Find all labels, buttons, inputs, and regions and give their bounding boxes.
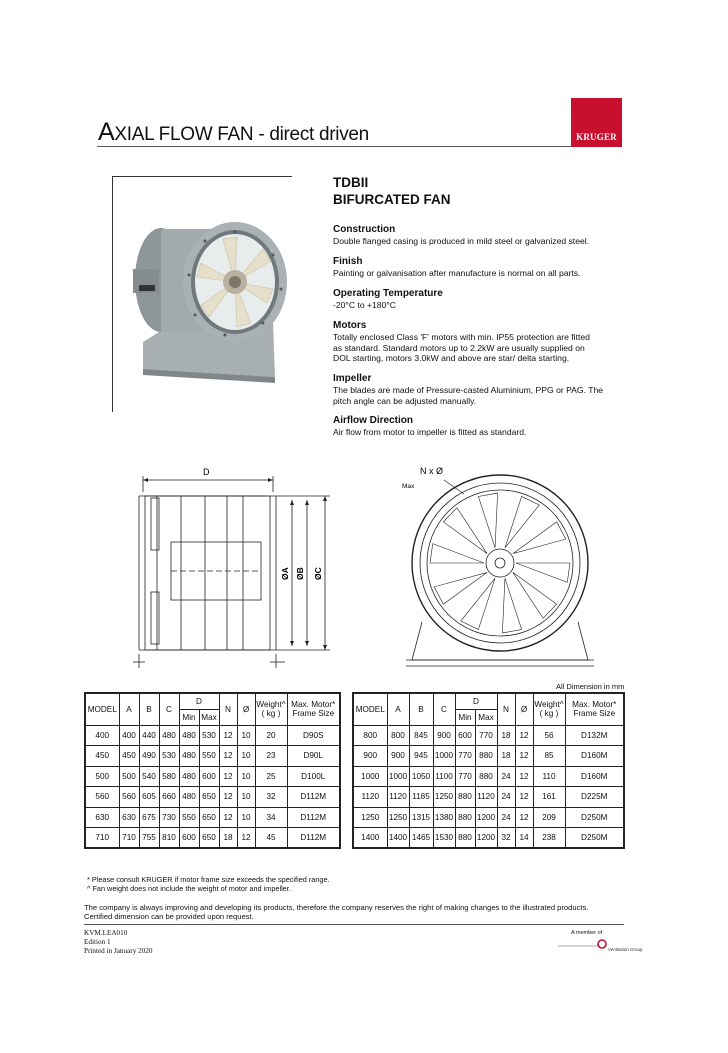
page-title — [98, 118, 369, 147]
table-cell: 480 — [179, 787, 199, 808]
table-cell: 945 — [409, 746, 433, 767]
table-cell: 480 — [179, 725, 199, 746]
table-cell: 85 — [533, 746, 565, 767]
table-cell: 24 — [497, 766, 515, 787]
table-cell: 12 — [219, 787, 237, 808]
table-cell: 209 — [533, 807, 565, 828]
table-cell: 880 — [455, 828, 475, 849]
table-row — [353, 725, 624, 746]
th-motor-label: Max. Motor* — [291, 700, 336, 710]
model-cell: 400 — [85, 725, 119, 746]
section-heading-finish: Finish — [333, 256, 363, 267]
section-line: Totally enclosed Class 'F' motors with min. IP55 protection are fitted — [333, 332, 590, 342]
model-cell: 560 — [85, 787, 119, 808]
table-cell: D225M — [565, 787, 624, 808]
label-c: ØC — [313, 567, 323, 580]
table-row — [353, 807, 624, 828]
model-cell: 1000 — [353, 766, 387, 787]
section-heading-construction: Construction — [333, 224, 396, 235]
table-cell: 650 — [199, 828, 219, 849]
table-cell: 1315 — [409, 807, 433, 828]
table-cell: 18 — [497, 725, 515, 746]
th-d: D — [179, 693, 219, 709]
th-n: N — [219, 693, 237, 725]
table-cell: 710 — [119, 828, 139, 849]
footnote-weight: ^ Fan weight does not include the weight of motor and impeller. — [87, 884, 291, 893]
group-logo — [556, 937, 643, 955]
section-line: Air flow from motor to impeller is fitted as standard. — [333, 427, 527, 437]
section-text-motors — [333, 332, 623, 364]
front-view-drawing — [392, 460, 610, 672]
th-weight — [255, 693, 287, 725]
table-cell: 810 — [159, 828, 179, 849]
table-cell: 450 — [119, 746, 139, 767]
table-cell: 880 — [455, 787, 475, 808]
table-cell: 18 — [219, 828, 237, 849]
th-dia: Ø — [515, 693, 533, 725]
label-max: Max — [402, 483, 415, 490]
table-cell: 20 — [255, 725, 287, 746]
table-row — [353, 766, 624, 787]
footnote-motor: * Please consult KRUGER if motor frame size exceeds the specified range. — [87, 875, 330, 884]
table-cell: 660 — [159, 787, 179, 808]
spec-table-right — [352, 692, 625, 849]
table-cell: D90S — [287, 725, 340, 746]
table-cell: 12 — [219, 746, 237, 767]
th-motor — [565, 693, 624, 725]
disclaimer-line-2: Certified dimension can be provided upon request. — [84, 912, 254, 921]
table-cell: 650 — [199, 807, 219, 828]
table-left-body — [85, 725, 340, 848]
table-cell: 755 — [139, 828, 159, 849]
table-cell: 1530 — [433, 828, 455, 849]
model-cell: 1120 — [353, 787, 387, 808]
table-cell: 630 — [119, 807, 139, 828]
section-line: -20°C to +180°C — [333, 300, 397, 310]
section-line: Double flanged casing is produced in mild steel or galvanized steel. — [333, 236, 590, 246]
product-name: BIFURCATED FAN — [333, 192, 451, 207]
model-cell: 1250 — [353, 807, 387, 828]
table-cell: 34 — [255, 807, 287, 828]
side-view-drawing — [125, 462, 340, 672]
table-cell: D90L — [287, 746, 340, 767]
label-a: ØA — [280, 567, 290, 580]
side-view-svg — [125, 462, 340, 672]
table-cell: 23 — [255, 746, 287, 767]
table-cell: 238 — [533, 828, 565, 849]
section-line: DOL starting, motors 3.0kW and above are star/ delta starting. — [333, 353, 570, 364]
table-cell: 600 — [179, 828, 199, 849]
table-cell: 530 — [159, 746, 179, 767]
table-cell: 480 — [179, 766, 199, 787]
table-cell: 12 — [515, 787, 533, 808]
table-cell: 1380 — [433, 807, 455, 828]
doc-printed: Printed in January 2020 — [84, 947, 153, 955]
th-d-max: Max — [199, 709, 219, 725]
table-cell: 1050 — [409, 766, 433, 787]
section-heading-airflow: Airflow Direction — [333, 415, 414, 426]
fan-photo-illustration — [113, 177, 293, 413]
footer-divider — [84, 924, 624, 925]
table-cell: 1200 — [475, 807, 497, 828]
table-right-body — [353, 725, 624, 848]
table-cell: 1250 — [387, 807, 409, 828]
label-b: ØB — [295, 567, 305, 580]
brand-text: KRUGER — [576, 132, 617, 142]
table-cell: 440 — [139, 725, 159, 746]
table-cell: 10 — [237, 807, 255, 828]
th-d-min: Min — [455, 709, 475, 725]
model-cell: 1400 — [353, 828, 387, 849]
table-cell: 110 — [533, 766, 565, 787]
section-heading-motors: Motors — [333, 320, 367, 331]
th-a: A — [119, 693, 139, 725]
table-cell: D112M — [287, 787, 340, 808]
table-cell: 10 — [237, 766, 255, 787]
table-cell: 161 — [533, 787, 565, 808]
table-cell: 500 — [119, 766, 139, 787]
table-cell: 12 — [515, 807, 533, 828]
table-cell: 650 — [199, 787, 219, 808]
table-cell: 32 — [497, 828, 515, 849]
table-cell: 1100 — [433, 766, 455, 787]
group-name: Ventilation Group — [608, 947, 643, 952]
th-a: A — [387, 693, 409, 725]
th-c: C — [433, 693, 455, 725]
table-cell: 24 — [497, 787, 515, 808]
table-row — [85, 725, 340, 746]
th-weight-unit: ( kg ) — [261, 709, 281, 719]
th-b: B — [409, 693, 433, 725]
th-d-min: Min — [179, 709, 199, 725]
section-text-airflow — [333, 427, 623, 438]
table-cell: 24 — [497, 807, 515, 828]
th-b: B — [139, 693, 159, 725]
model-cell: 900 — [353, 746, 387, 767]
label-nxdia: N x Ø — [420, 466, 444, 476]
th-weight — [533, 693, 565, 725]
section-text-construction — [333, 236, 623, 247]
table-row — [353, 746, 624, 767]
table-cell: 1400 — [387, 828, 409, 849]
table-cell: 1465 — [409, 828, 433, 849]
table-cell: 12 — [219, 766, 237, 787]
doc-edition: Edition 1 — [84, 938, 111, 946]
table-row — [85, 807, 340, 828]
table-cell: 45 — [255, 828, 287, 849]
table-cell: 1000 — [433, 746, 455, 767]
table-row — [85, 787, 340, 808]
table-cell: 770 — [455, 766, 475, 787]
table-cell: 550 — [199, 746, 219, 767]
front-view-svg — [392, 460, 610, 672]
table-cell: 800 — [387, 725, 409, 746]
table-cell: 560 — [119, 787, 139, 808]
th-model: MODEL — [353, 693, 387, 725]
group-logo-svg — [556, 937, 643, 955]
member-label: A member of — [571, 930, 603, 936]
section-text-finish — [333, 268, 623, 279]
doc-code: KVM.LEA010 — [84, 929, 128, 937]
section-text-temperature — [333, 300, 623, 311]
table-cell: D112M — [287, 828, 340, 849]
th-d: D — [455, 693, 497, 709]
table-cell: 845 — [409, 725, 433, 746]
table-cell: 12 — [237, 828, 255, 849]
table-cell: 10 — [237, 725, 255, 746]
table-cell: 1120 — [387, 787, 409, 808]
table-cell: 1185 — [409, 787, 433, 808]
th-model: MODEL — [85, 693, 119, 725]
table-cell: 770 — [455, 746, 475, 767]
model-cell: 630 — [85, 807, 119, 828]
table-cell: 1200 — [475, 828, 497, 849]
table-cell: D160M — [565, 766, 624, 787]
table-cell: 600 — [455, 725, 475, 746]
table-cell: 530 — [199, 725, 219, 746]
section-heading-temperature: Operating Temperature — [333, 288, 443, 299]
section-line: as standard. Standard motors up to 2.2kW are usually supplied on — [333, 342, 585, 353]
table-cell: 10 — [237, 746, 255, 767]
section-line: pitch angle can be adjusted manually. — [333, 395, 477, 406]
table-cell: 10 — [237, 787, 255, 808]
table-cell: 400 — [119, 725, 139, 746]
table-row — [353, 787, 624, 808]
header-divider — [97, 146, 622, 147]
table-cell: 12 — [515, 766, 533, 787]
table-cell: 900 — [387, 746, 409, 767]
th-dia: Ø — [237, 693, 255, 725]
title-rest: XIAL FLOW FAN - direct driven — [114, 124, 369, 145]
table-cell: D250M — [565, 828, 624, 849]
table-cell: 12 — [219, 725, 237, 746]
table-cell: 14 — [515, 828, 533, 849]
th-n: N — [497, 693, 515, 725]
table-cell: 675 — [139, 807, 159, 828]
th-weight-label: Weight^ — [534, 700, 564, 710]
table-cell: 880 — [455, 807, 475, 828]
th-motor-label2: Frame Size — [292, 709, 335, 719]
table-cell: 1250 — [433, 787, 455, 808]
table-cell: 1120 — [475, 787, 497, 808]
kruger-logo — [571, 98, 622, 147]
table-cell: D132M — [565, 725, 624, 746]
table-row — [85, 766, 340, 787]
table-cell: 18 — [497, 746, 515, 767]
th-motor-label: Max. Motor* — [572, 700, 617, 710]
table-cell: 480 — [159, 725, 179, 746]
model-cell: 500 — [85, 766, 119, 787]
label-d: D — [203, 467, 210, 477]
table-cell: 550 — [179, 807, 199, 828]
table-cell: 600 — [199, 766, 219, 787]
table-cell: D112M — [287, 807, 340, 828]
table-cell: 480 — [179, 746, 199, 767]
table-cell: 770 — [475, 725, 497, 746]
table-cell: 605 — [139, 787, 159, 808]
table-cell: 25 — [255, 766, 287, 787]
table-cell: 540 — [139, 766, 159, 787]
table-cell: D100L — [287, 766, 340, 787]
th-motor-label2: Frame Size — [573, 709, 616, 719]
table-cell: D160M — [565, 746, 624, 767]
table-row — [353, 828, 624, 849]
table-cell: 56 — [533, 725, 565, 746]
disclaimer-line-1: The company is always improving and developing its products, therefore the company reserves the right of making changes to the illustrated products. — [84, 903, 589, 912]
th-d-max: Max — [475, 709, 497, 725]
table-cell: 490 — [139, 746, 159, 767]
table-cell: 880 — [475, 766, 497, 787]
table-cell: 900 — [433, 725, 455, 746]
fan-photo — [112, 176, 292, 412]
dimension-note: All Dimension in mm — [556, 682, 625, 691]
product-code: TDBII — [333, 175, 369, 190]
section-line: Painting or galvanisation after manufacture is normal on all parts. — [333, 268, 581, 278]
table-cell: 12 — [515, 746, 533, 767]
table-cell: 730 — [159, 807, 179, 828]
table-cell: 32 — [255, 787, 287, 808]
section-heading-impeller: Impeller — [333, 373, 372, 384]
model-cell: 450 — [85, 746, 119, 767]
title-initial: A — [98, 118, 115, 146]
th-weight-unit: ( kg ) — [539, 709, 559, 719]
section-text-impeller — [333, 385, 623, 406]
model-cell: 800 — [353, 725, 387, 746]
table-cell: 1000 — [387, 766, 409, 787]
spec-table-left — [84, 692, 341, 849]
th-c: C — [159, 693, 179, 725]
table-row — [85, 828, 340, 849]
th-weight-label: Weight^ — [256, 700, 286, 710]
table-row — [85, 746, 340, 767]
section-line: The blades are made of Pressure-casted Aluminium, PPG or PAG. The — [333, 385, 604, 395]
th-motor — [287, 693, 340, 725]
model-cell: 710 — [85, 828, 119, 849]
table-cell: 12 — [515, 725, 533, 746]
table-cell: 580 — [159, 766, 179, 787]
table-cell: 12 — [219, 807, 237, 828]
table-cell: D250M — [565, 807, 624, 828]
table-cell: 880 — [475, 746, 497, 767]
